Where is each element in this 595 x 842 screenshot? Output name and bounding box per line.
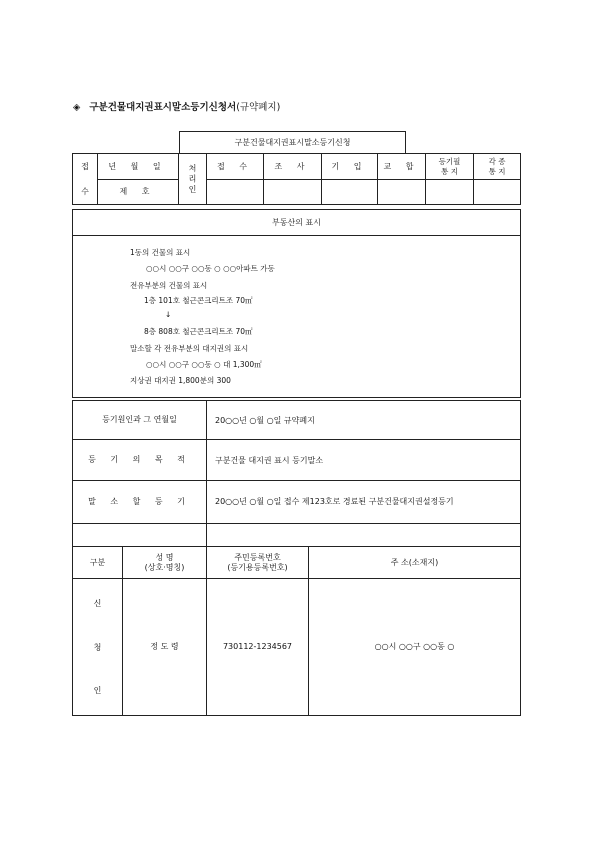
receipt-process-label: 처 리 인 — [188, 164, 197, 194]
property-section — [72, 209, 521, 398]
applicant-name: 정 도 령 — [150, 642, 179, 651]
property-line: 전유부분의 건물의 표시 — [130, 281, 208, 290]
property-line: ↓ — [165, 310, 172, 319]
receipt-caption-box — [179, 131, 406, 154]
applicant-label-char: 청 — [93, 643, 102, 652]
receipt-label-top: 접 — [81, 161, 89, 171]
applicant-label-char: 인 — [93, 686, 102, 695]
field-value-cause: 20○○년 ○월 ○일 규약폐지 — [215, 415, 315, 425]
title-sub: (규약폐지) — [236, 102, 281, 113]
diamond-bullet-icon: ◈ — [73, 102, 81, 113]
property-line: ○○시 ○○구 ○○동 ○ 대 1,300㎡ — [146, 360, 262, 369]
field-value-cancel: 20○○년 ○월 ○일 접수 제123호로 경료된 구분건물대지권설정등기 — [215, 497, 454, 507]
receipt-col-label: 기 입 — [331, 161, 368, 171]
applicant-label-char: 신 — [93, 599, 102, 608]
applicant-address: ○○시 ○○구 ○○동 ○ — [374, 642, 455, 651]
field-label-cause: 등기원인과 그 연월일 — [102, 415, 177, 424]
applicant-header-division: 구분 — [89, 557, 106, 567]
receipt-col-label: 등기필 통 지 — [438, 157, 461, 176]
property-line: 지상권 대지권 1,800분의 300 — [130, 376, 231, 385]
receipt-col-label: 각 종 통 지 — [488, 157, 506, 176]
receipt-col-label: 조 사 — [274, 161, 311, 171]
applicant-header-name: 성 명 (상호·명칭) — [144, 552, 185, 572]
receipt-col-label: 교 합 — [383, 161, 420, 171]
receipt-caption: 구분건물대지권표시말소등기신청 — [234, 137, 351, 147]
field-label-cancel: 말 소 할 등 기 — [88, 497, 191, 506]
property-line: 1층 101호 철근콘크리트조 70㎡ — [144, 296, 253, 305]
title-main: 구분건물대지권표시말소등기신청서 — [89, 102, 237, 113]
receipt-table — [72, 153, 521, 205]
receipt-date-label: 년 월 일 — [108, 161, 167, 171]
document-title — [73, 99, 280, 113]
field-label-purpose: 등 기 의 목 적 — [88, 455, 191, 464]
details-table — [72, 400, 521, 716]
applicant-header-address: 주 소(소재지) — [390, 557, 439, 567]
property-line: ○○시 ○○구 ○○동 ○ ○○아파트 가동 — [146, 264, 275, 273]
applicant-id-number: 730112-1234567 — [222, 642, 293, 651]
property-line: 말소할 각 전유부분의 대지권의 표시 — [130, 344, 249, 353]
property-line: 1동의 건물의 표시 — [130, 248, 191, 257]
receipt-label-bottom: 수 — [81, 186, 89, 196]
property-line: 8층 808호 철근콘크리트조 70㎡ — [144, 327, 253, 336]
applicant-header-id: 주민등록번호 (등기용등록번호) — [227, 552, 288, 572]
field-value-purpose: 구분건물 대지권 표시 등기말소 — [215, 455, 324, 465]
receipt-number-label: 제 호 — [119, 186, 156, 196]
property-heading: 부동산의 표시 — [272, 217, 321, 227]
receipt-col-label: 접 수 — [217, 161, 253, 171]
